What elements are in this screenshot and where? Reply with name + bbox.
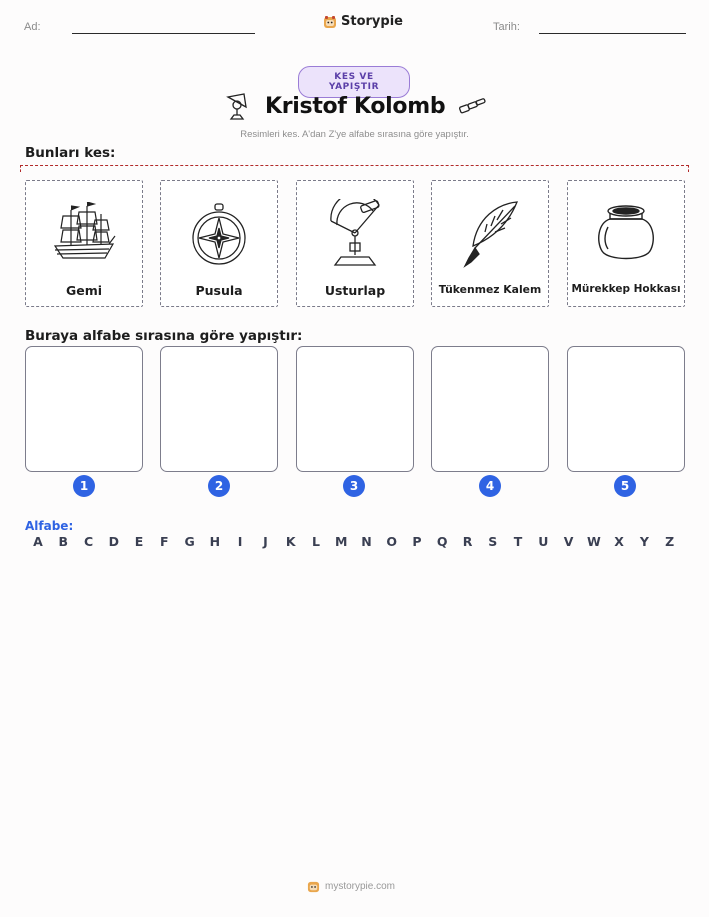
- spyglass-icon: [458, 98, 488, 114]
- cut-section-heading: Bunları kes:: [25, 145, 116, 161]
- slot-number-3: 3: [343, 475, 365, 497]
- date-label: Tarih:: [493, 21, 520, 33]
- sextant-icon: [224, 91, 250, 121]
- paste-slot-3[interactable]: [296, 346, 414, 472]
- alphabet-letter: T: [513, 534, 523, 549]
- alphabet-letter: H: [209, 534, 221, 549]
- name-field-line[interactable]: [72, 33, 255, 34]
- quill-pen-icon: [432, 189, 548, 279]
- cut-card-ink-pot[interactable]: [567, 180, 685, 307]
- storypie-mascot-icon: [307, 880, 320, 893]
- card-label: Mürekkep Hokkası: [571, 283, 681, 295]
- alphabet-letter: S: [488, 534, 498, 549]
- slot-number-4: 4: [479, 475, 501, 497]
- alphabet-letter: R: [462, 534, 473, 549]
- alphabet-letter: L: [311, 534, 320, 549]
- brand-name: Storypie: [341, 14, 403, 29]
- alphabet-letter: Y: [639, 534, 649, 549]
- cut-card-astrolabe[interactable]: [296, 180, 414, 307]
- astrolabe-icon: [297, 189, 413, 279]
- alphabet-letter: M: [334, 534, 348, 549]
- cut-card-compass[interactable]: [160, 180, 278, 307]
- alphabet-letter: X: [614, 534, 624, 549]
- activity-badge: KES VE YAPIŞTIR: [298, 66, 410, 98]
- alphabet-letter: I: [237, 534, 243, 549]
- alphabet-letter: P: [412, 534, 422, 549]
- alphabet-letter: Z: [665, 534, 675, 549]
- alphabet-letter: Q: [436, 534, 448, 549]
- page-title: Kristof Kolomb: [265, 94, 446, 119]
- slot-number-1: 1: [73, 475, 95, 497]
- alphabet-letter: K: [285, 534, 296, 549]
- ink-pot-icon: [568, 189, 684, 279]
- alphabet-heading: Alfabe:: [25, 519, 74, 533]
- cut-line: [20, 165, 689, 172]
- ship-icon: [26, 189, 142, 279]
- paste-slot-5[interactable]: [567, 346, 685, 472]
- footer: [307, 880, 395, 893]
- alphabet-letter: E: [134, 534, 144, 549]
- alphabet-letter: J: [263, 534, 268, 549]
- slot-number-2: 2: [208, 475, 230, 497]
- cut-card-ship[interactable]: [25, 180, 143, 307]
- compass-icon: [161, 189, 277, 279]
- alphabet-row: [30, 534, 678, 549]
- card-label: Usturlap: [324, 283, 386, 298]
- card-label: Pusula: [195, 283, 243, 298]
- name-label: Ad:: [24, 21, 41, 33]
- slot-number-5: 5: [614, 475, 636, 497]
- paste-slot-1[interactable]: [25, 346, 143, 472]
- alphabet-letter: O: [386, 534, 398, 549]
- alphabet-letter: F: [160, 534, 169, 549]
- paste-slot-2[interactable]: [160, 346, 278, 472]
- brand-logo: [323, 14, 403, 29]
- alphabet-letter: D: [108, 534, 119, 549]
- card-label: Tükenmez Kalem: [438, 283, 542, 296]
- paste-slot-4[interactable]: [431, 346, 549, 472]
- alphabet-letter: N: [361, 534, 372, 549]
- alphabet-letter: C: [83, 534, 94, 549]
- card-label: Gemi: [65, 283, 103, 298]
- alphabet-letter: G: [184, 534, 195, 549]
- alphabet-letter: U: [538, 534, 549, 549]
- footer-url: mystorypie.com: [325, 881, 396, 892]
- date-field-line[interactable]: [539, 33, 686, 34]
- alphabet-letter: V: [563, 534, 574, 549]
- alphabet-letter: B: [58, 534, 69, 549]
- instructions: Resimleri kes. A'dan Z'ye alfabe sırasına göre yapıştır.: [240, 129, 469, 140]
- alphabet-letter: A: [33, 534, 43, 549]
- paste-section-heading: Buraya alfabe sırasına göre yapıştır:: [25, 328, 303, 344]
- storypie-mascot-icon: [323, 15, 337, 29]
- alphabet-letter: W: [586, 534, 601, 549]
- cut-card-quill-pen[interactable]: [431, 180, 549, 307]
